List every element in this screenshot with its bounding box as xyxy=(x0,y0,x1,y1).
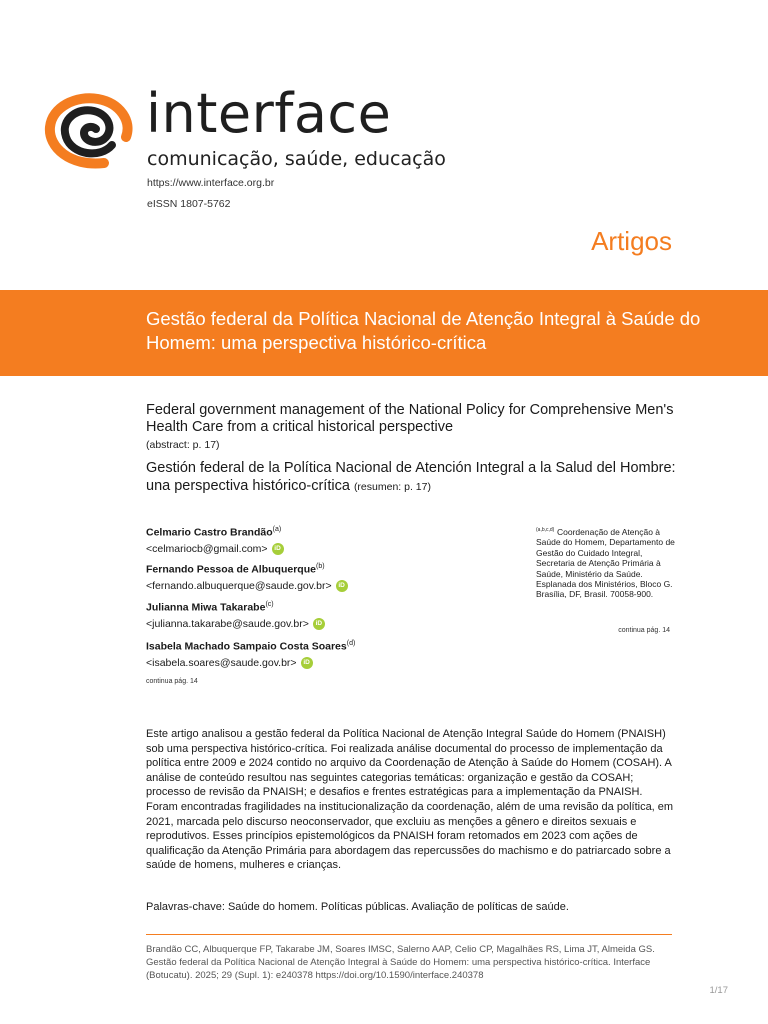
author-name: Fernando Pessoa de Albuquerque$^{(b)}$ xyxy=(146,563,325,576)
orcid-icon[interactable]: iD xyxy=(313,618,325,630)
abstract-text: Este artigo analisou a gestão federal da Política Nacional de Atenção Integral Saúde do Homem (PNAISH) sob uma perspectiva histórico-crítica. Foi realizada análise documental do processo de implementação da política entre 2009 e 2024 contido no arquivo da Coordenação de Atenção à Saúde do Homem (COSAH). A análise de conteúdo resultou nas seguintes categorias temáticas: organização e gestão da COSAH; processo de revisão da PNAISH; e desafios e frentes estratégicas para a implementação da PNAISH. Foram encontradas fragilidades na institucionalização da coordenação, além de uma revisão da política, em 2021, marcada pelo discurso neoconservador, que excluiu as menções a gênero e direitos sexuais e reprodutivos. Esses princípios epistemológicos da PNAISH foram retomados em 2023 com ações de qualificação da Atenção Primária para abordagem das repercussões do machismo e do patriarcado sobre a saúde de homens, mulheres e crianças. xyxy=(146,728,674,872)
author-name: Julianna Miwa Takarabe$^{(c)}$ xyxy=(146,601,274,614)
author-name: Isabela Machado Sampaio Costa Soares$^{(d)}$ xyxy=(146,640,356,653)
author-block xyxy=(146,640,355,669)
author-block xyxy=(146,601,325,630)
article-title-pt: Gestão federal da Política Nacional de Atenção Integral à Saúde do Homem: uma perspectiva histórico-crítica xyxy=(146,308,701,353)
keywords xyxy=(146,901,674,913)
section-label: Artigos xyxy=(591,226,672,256)
orcid-icon[interactable]: iD xyxy=(272,543,284,555)
abstract-page-ref: (abstract: p. 17) xyxy=(146,439,220,451)
brand-tagline: comunicação, saúde, educação xyxy=(147,148,446,170)
page-number: 1/17 xyxy=(709,985,728,996)
author-email[interactable]: <julianna.takarabe@saude.gov.br> iD xyxy=(146,618,325,630)
journal-issn: eISSN 1807-5762 xyxy=(147,198,231,210)
divider xyxy=(146,934,672,935)
keywords-text: Saúde do homem. Políticas públicas. Avaliação de políticas de saúde. xyxy=(227,901,569,913)
author-name: Celmario Castro Brandão$^{(a)}$ xyxy=(146,526,282,539)
affiliation-continued-note: continua pág. 14 xyxy=(618,627,670,634)
author-block xyxy=(146,526,284,555)
affiliation-tag: (a,b,c,d) xyxy=(536,527,555,533)
citation-text: Brandão CC, Albuquerque FP, Takarabe JM, Soares IMSC, Salerno AAP, Celio CP, Magalhães RS, Lima JT, Almeida GS. Gestão federal da Política Nacional de Atenção Integral à Saúde do Homem: uma perspectiva histórico-crítica. Interface (Botucatu). 2025; 29 (Supl. 1): e240378 https://doi.org/10.1590/interface.240378 xyxy=(146,944,655,982)
resumen-page-ref: (resumen: p. 17) xyxy=(353,481,431,493)
journal-url-link[interactable]: https://www.interface.org.br xyxy=(147,177,275,189)
affiliation-text: Coordenação de Atenção à Saúde do Homem, Departamento de Gestão do Cuidado Integral, Secretaria de Atenção Primária à Saúde, Ministério da Saúde. Esplanada dos Ministérios, Bloco G. Brasília, DF, Brasil. 70058-900. xyxy=(536,527,675,600)
authors-continued-note: continua pág. 14 xyxy=(146,678,198,685)
orcid-icon[interactable]: iD xyxy=(301,657,313,669)
author-email[interactable]: <celmariocb@gmail.com> iD xyxy=(146,543,284,555)
brand-name: interface xyxy=(146,82,392,145)
author-email[interactable]: <isabela.soares@saude.gov.br> iD xyxy=(146,657,355,669)
author-email[interactable]: <fernando.albuquerque@saude.gov.br> iD xyxy=(146,580,348,592)
article-title-en: Federal government management of the National Policy for Comprehensive Men's Health Care from a critical historical perspective xyxy=(146,402,674,435)
keywords-label: Palavras-chave: xyxy=(146,901,225,913)
author-block xyxy=(146,563,348,592)
orcid-icon[interactable]: iD xyxy=(336,580,348,592)
article-title-es xyxy=(146,459,686,496)
spiral-logo-icon xyxy=(42,93,140,171)
title-es-text: Gestión federal de la Política Nacional de Atención Integral a la Salud del Hombre: una perspectiva histórico-crítica xyxy=(146,460,676,494)
